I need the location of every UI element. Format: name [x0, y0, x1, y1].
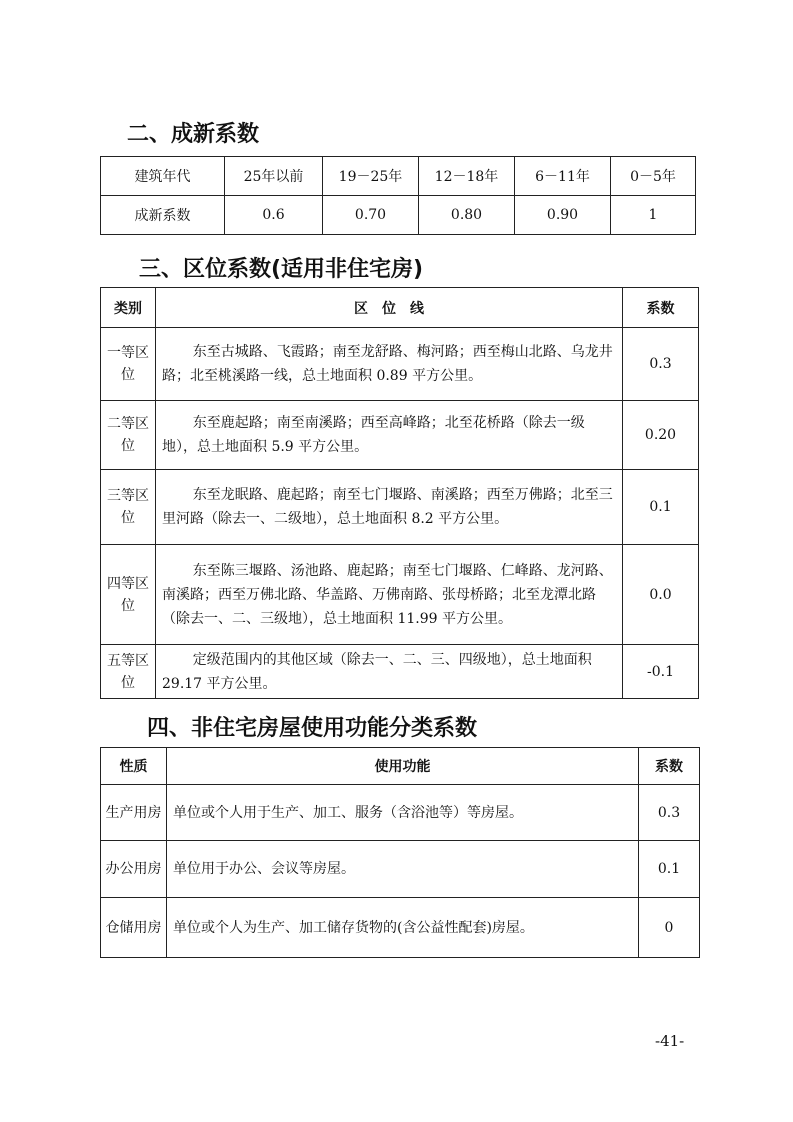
age-header-label: 建筑年代: [101, 157, 225, 196]
age-period: 19－25年: [323, 157, 419, 196]
usage-header-function: 使用功能: [167, 748, 639, 785]
age-value: 1: [611, 196, 696, 235]
location-header-line: 区 位 线: [156, 288, 623, 328]
usage-nature: 办公用房: [101, 841, 167, 898]
location-category: 一等区位: [101, 328, 156, 401]
usage-coef: 0.3: [639, 785, 700, 841]
usage-coefficient-table: [100, 747, 700, 958]
usage-function: 单位或个人为生产、加工储存货物的(含公益性配套)房屋。: [167, 898, 639, 958]
usage-nature: 仓储用房: [101, 898, 167, 958]
usage-function: 单位用于办公、会议等房屋。: [167, 841, 639, 898]
location-line: 东至龙眠路、鹿起路；南至七门堰路、南溪路；西至万佛路；北至三里河路（除去一、二级地），总土地面积 8.2 平方公里。: [156, 470, 623, 545]
location-category: 二等区位: [101, 401, 156, 470]
location-category: 四等区位: [101, 545, 156, 645]
age-value: 0.6: [225, 196, 323, 235]
usage-function: 单位或个人用于生产、加工、服务（含浴池等）等房屋。: [167, 785, 639, 841]
age-value: 0.70: [323, 196, 419, 235]
age-period: 12－18年: [419, 157, 515, 196]
location-coefficient-table: [100, 287, 699, 699]
location-header-category: 类别: [101, 288, 156, 328]
section4-heading: 四、非住宅房屋使用功能分类系数: [147, 716, 478, 741]
age-value: 0.90: [515, 196, 611, 235]
location-coef: 0.3: [623, 328, 699, 401]
age-period: 6－11年: [515, 157, 611, 196]
usage-coef: 0: [639, 898, 700, 958]
usage-coef: 0.1: [639, 841, 700, 898]
section3-heading: 三、区位系数(适用非住宅房): [139, 257, 424, 282]
location-category: 五等区位: [101, 645, 156, 699]
usage-header-nature: 性质: [101, 748, 167, 785]
location-coef: 0.20: [623, 401, 699, 470]
usage-nature: 生产用房: [101, 785, 167, 841]
location-line: 定级范围内的其他区域（除去一、二、三、四级地），总土地面积 29.17 平方公里。: [156, 645, 623, 699]
page-number: -41-: [655, 1032, 685, 1050]
section2-heading: 二、成新系数: [127, 122, 260, 147]
age-value: 0.80: [419, 196, 515, 235]
age-period: 0－5年: [611, 157, 696, 196]
location-line: 东至鹿起路；南至南溪路；西至高峰路；北至花桥路（除去一级地），总土地面积 5.9 平方公里。: [156, 401, 623, 470]
age-period: 25年以前: [225, 157, 323, 196]
usage-header-coef: 系数: [639, 748, 700, 785]
location-coef: 0.0: [623, 545, 699, 645]
age-row-label: 成新系数: [101, 196, 225, 235]
location-coef: 0.1: [623, 470, 699, 545]
location-line: 东至陈三堰路、汤池路、鹿起路；南至七门堰路、仁峰路、龙河路、南溪路；西至万佛北路、华盖路、万佛南路、张母桥路；北至龙潭北路（除去一、二、三级地），总土地面积 11.99 平方公里。: [156, 545, 623, 645]
location-coef: -0.1: [623, 645, 699, 699]
location-category: 三等区位: [101, 470, 156, 545]
age-coefficient-table: [100, 156, 696, 235]
location-header-coef: 系数: [623, 288, 699, 328]
location-line: 东至古城路、飞霞路；南至龙舒路、梅河路；西至梅山北路、乌龙井路；北至桃溪路一线，总土地面积 0.89 平方公里。: [156, 328, 623, 401]
